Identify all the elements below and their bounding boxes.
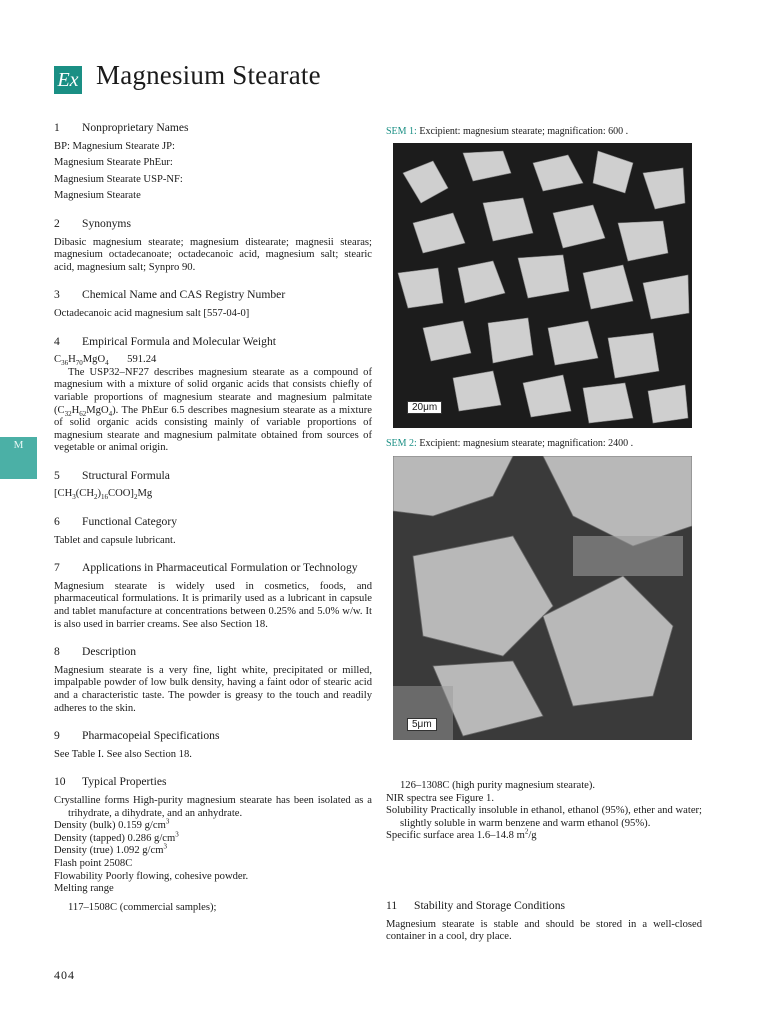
section-pharmacopeial-specifications <box>54 730 372 761</box>
section-title: Applications in Pharmaceutical Formulation or Technology <box>82 561 358 575</box>
property-specific-surface-area: Specific surface area 1.6–14.8 $m^2/g$ <box>386 827 537 842</box>
property-flowability: Flowability Poorly flowing, cohesive powder. <box>54 870 249 882</box>
sem1-label: SEM 1: <box>386 126 417 137</box>
property-melting-commercial: 117–1508C (commercial samples); <box>68 901 217 913</box>
section-heading <box>54 516 372 529</box>
section-heading <box>54 562 372 575</box>
property-solubility: Solubility Practically insoluble in ethanol, ethanol (95%), ether and water; slightly soluble in warm benzene and warm ethanol (95%). <box>386 805 702 829</box>
section-title: Description <box>82 645 137 659</box>
section-typical-properties <box>54 776 372 914</box>
property-density-true: Density (true) 1.092 $g/cm^3$ <box>54 842 167 857</box>
section-title: Nonproprietary Names <box>82 121 189 134</box>
section-number: 3 <box>54 288 60 302</box>
pheur-description: ). The PhEur 6.5 describes magnesium stearate as a mixture of solid organic acids consisting mainly of variable proportions of magnesium stearate and magnesium palmitate obtained from sources of vegetable or animal origin. <box>54 404 372 454</box>
section-heading <box>54 646 372 659</box>
page-title: Magnesium Stearate <box>96 60 321 90</box>
section-number: 11 <box>386 899 398 912</box>
section-chemical-name <box>54 289 372 320</box>
section-title: Stability and Storage Conditions <box>414 899 566 912</box>
empirical-formula: $C_{36}H_{70}MgO_4$ 591.24 <box>54 354 157 368</box>
property-flash-point: Flash point 2508C <box>54 857 133 869</box>
section-heading <box>54 730 372 743</box>
section-number: 10 <box>54 775 66 789</box>
section-text: The USP32–NF27 describes magnesium stearate as a compound of magnesium with a mixture of solid organic acids that consists chiefly of variable proportions of magnesium stearate and magnesium palmitate $(C_{32}H_{62}MgO_4)$. The PhEur 6.5 describes magnesium stearate as a mixture of solid organic acids consisting mainly of variable proportions of magnesium stearate and magnesium palmitate obtained from sources of vegetable or animal origin. <box>54 366 372 454</box>
page-number: 404 <box>54 968 75 982</box>
name-line: Magnesium Stearate USP-NF: <box>54 173 183 185</box>
molecular-weight: 591.24 <box>127 354 157 366</box>
section-structural-formula <box>54 470 372 501</box>
section-number: 5 <box>54 468 60 482</box>
sem2-caption <box>386 438 702 451</box>
right-column-text <box>386 780 702 843</box>
section-text: Magnesium stearate is a very fine, light white, precipitated or milled, impalpable powder of low bulk density, having a faint odor of stearic acid and a characteristic taste. The powder is greasy to the touch and readily adheres to the skin. <box>54 664 372 714</box>
section-text: Magnesium stearate is widely used in cosmetics, foods, and pharmaceutical formulations. It is primarily used as a lubricant in capsule and tablet manufacture at concentrations between 0.25% and 5.0% w/w. It is also used in barrier creams. See also Section 18. <box>54 580 372 630</box>
section-number: 6 <box>54 515 60 529</box>
section-title: Structural Formula <box>82 468 170 482</box>
section-heading <box>54 289 372 302</box>
section-number: 9 <box>54 729 60 743</box>
sem2-label: SEM 2: <box>386 438 417 449</box>
sem2-scale-bar: 5μm <box>407 718 437 731</box>
monograph-logo-icon: Ex <box>54 66 82 94</box>
structural-formula: $[CH_3(CH_2)_{16}COO]_2Mg$ <box>54 488 153 502</box>
sem1-image <box>393 143 692 428</box>
section-text: Octadecanoic acid magnesium salt [557-04-0] <box>54 307 250 319</box>
section-heading <box>54 122 372 135</box>
property-density-tapped: Density (tapped) 0.286 $g/cm^3$ <box>54 830 179 844</box>
sem1-caption-text: Excipient: magnesium stearate; magnification: 600 . <box>419 126 629 137</box>
sem2-micrograph <box>393 456 692 740</box>
property-nir-spectra: NIR spectra see Figure 1. <box>386 792 494 804</box>
name-line: Magnesium Stearate <box>54 190 141 202</box>
section-title: Typical Properties <box>82 775 167 789</box>
section-number: 7 <box>54 561 60 575</box>
section-number: 1 <box>54 121 60 134</box>
section-heading <box>54 470 372 483</box>
usp-description: The USP32–NF27 describes magnesium stearate as a compound of magnesium with a mixture of solid organic acids that consists chiefly of variable proportions of magnesium stearate and magnesium palmitate <box>54 366 372 403</box>
section-heading <box>54 218 372 231</box>
section-text: Tablet and capsule lubricant. <box>54 534 176 546</box>
section-text: See Table I. See also Section 18. <box>54 748 192 760</box>
section-title: Synonyms <box>82 216 131 230</box>
section-heading <box>54 336 372 349</box>
section-functional-category <box>54 516 372 547</box>
section-letter-tab: M <box>0 437 37 479</box>
section-text: Dibasic magnesium stearate; magnesium distearate; magnesii stearas; magnesium octadecanoate; octadecanoic acid, magnesium salt; stearic acid, magnesium salt; Synpro 90. <box>54 236 372 273</box>
section-description <box>54 646 372 715</box>
property-melting-range: Melting range <box>54 883 114 895</box>
section-number: 8 <box>54 645 60 659</box>
section-nonproprietary-names <box>54 122 372 203</box>
sem1-micrograph <box>393 143 692 428</box>
property-density-bulk: Density (bulk) 0.159 $g/cm^3$ <box>54 817 170 832</box>
section-text: Magnesium stearate is stable and should be stored in a well-closed container in a cool, dry place. <box>386 918 702 943</box>
section-number: 4 <box>54 334 60 348</box>
section-title: Empirical Formula and Molecular Weight <box>82 334 276 348</box>
name-line: Magnesium Stearate PhEur: <box>54 157 173 169</box>
section-title: Pharmacopeial Specifications <box>82 729 220 743</box>
section-number: 2 <box>54 216 60 230</box>
property-crystalline-forms: Crystalline forms High-purity magnesium stearate has been isolated as a trihydrate, a dihydrate, and an anhydrate. <box>54 794 372 819</box>
name-line: BP: Magnesium Stearate JP: <box>54 140 175 152</box>
section-empirical-formula <box>54 336 372 455</box>
section-title: Functional Category <box>82 515 177 529</box>
section-stability-storage <box>386 900 702 944</box>
sem2-caption-text: Excipient: magnesium stearate; magnification: 2400 . <box>419 438 634 449</box>
section-heading <box>54 776 372 789</box>
property-melting-high-purity: 126–1308C (high purity magnesium stearate). <box>400 780 596 791</box>
section-title: Chemical Name and CAS Registry Number <box>82 288 286 302</box>
section-heading <box>386 900 702 913</box>
sem2-image <box>393 456 692 740</box>
sem1-scale-bar: 20μm <box>407 401 442 414</box>
section-applications <box>54 562 372 631</box>
section-synonyms <box>54 218 372 274</box>
left-column <box>54 122 372 929</box>
sem1-caption <box>386 126 702 139</box>
